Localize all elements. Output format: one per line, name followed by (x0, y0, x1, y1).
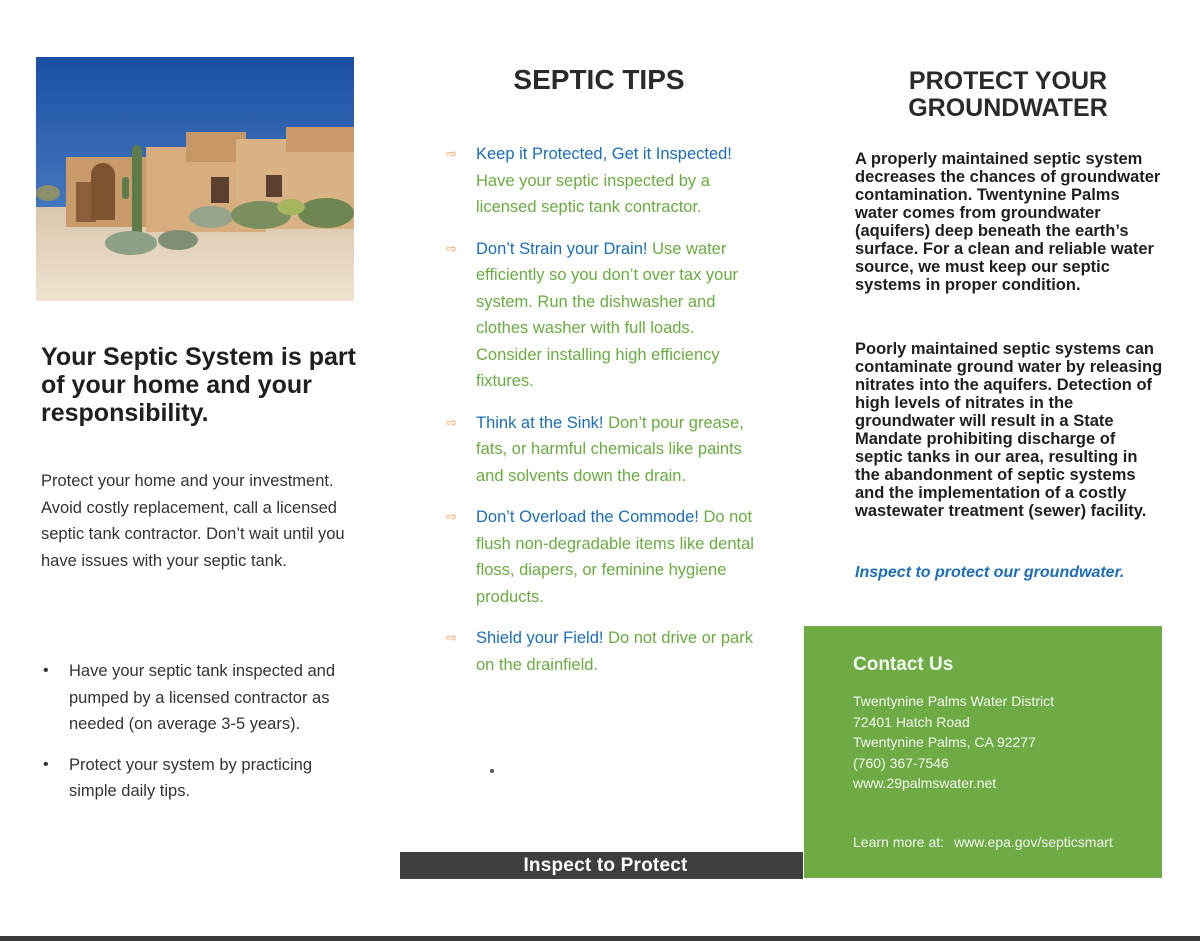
house-photo (36, 57, 354, 301)
contact-details (853, 691, 1054, 794)
tip-lead: Think at the Sink! (476, 413, 604, 432)
tip-item (446, 625, 756, 678)
groundwater-cta: Inspect to protect our groundwater. (855, 564, 1125, 581)
list-item (41, 752, 361, 805)
tip-lead: Shield your Field! (476, 629, 604, 647)
inspect-banner (400, 852, 803, 879)
scan-speck (490, 769, 494, 773)
tip-lead: Don’t Strain your Drain! (476, 239, 648, 258)
learn-more-label: Learn more at: (853, 834, 945, 850)
arrow-right-icon: ⇨ (446, 240, 457, 256)
arrow-right-icon: ⇨ (446, 630, 457, 645)
groundwater-paragraph-2: Poorly maintained septic systems can contaminate ground water by releasing nitrates into the aquifers. Detection of high levels of nitrates in the groundwater will result in a State Mandate prohibiting discharge of septic tanks in our area, resulting in the abandonment of septic systems and the implementation of a costly wastewater treatment (sewer) facility. (855, 340, 1163, 520)
tip-item (446, 504, 756, 610)
tip-body: Have your septic inspected by a licensed septic tank contractor. (476, 171, 710, 216)
contact-website-link[interactable]: www.29palmswater.net (853, 775, 997, 791)
groundwater-title: PROTECT YOUR GROUNDWATER (908, 67, 1108, 122)
left-intro-paragraph: Protect your home and your investment. Avoid costly replacement, call a licensed septic tank contractor. Don’t wait until you have issues with your septic tank. (41, 472, 345, 570)
tip-body: Do not flush non-degradable items like dental floss, diapers, or feminine hygiene products. (476, 508, 754, 606)
bottom-border (0, 936, 1200, 941)
arrow-right-icon: ⇨ (446, 146, 457, 161)
septic-tips-title: SEPTIC TIPS (513, 64, 685, 95)
left-heading: Your Septic System is part of your home and your responsibility. (41, 343, 356, 427)
bullet-text: Protect your system by practicing simple daily tips. (69, 755, 313, 800)
tip-lead: Don’t Overload the Commode! (476, 508, 699, 526)
list-item (41, 658, 361, 738)
bullet-text: Have your septic tank inspected and pumped by a licensed contractor as needed (on average 3-5 years). (69, 662, 335, 733)
left-bullet-list (41, 658, 361, 819)
bullet-icon: • (43, 755, 49, 773)
tip-body: Use water efficiently so you don’t over tax your system. Run the dishwasher and clothes washer with full loads. Consider installing high efficiency fixtures. (476, 239, 739, 390)
contact-city: Twentynine Palms, CA 92277 (853, 734, 1036, 750)
contact-title: Contact Us (853, 654, 954, 675)
tip-item (446, 141, 756, 221)
bullet-icon: • (43, 662, 49, 679)
arrow-right-icon: ⇨ (446, 414, 457, 430)
arrow-right-icon: ⇨ (446, 509, 457, 524)
banner-label: Inspect to Protect (523, 855, 688, 876)
epa-link[interactable]: www.epa.gov/septicsmart (954, 834, 1113, 850)
tip-lead: Keep it Protected, Get it Inspected! (476, 145, 732, 163)
tip-body: Don’t pour grease, fats, or harmful chemicals like paints and solvents down the drain. (476, 413, 744, 485)
tip-item (446, 236, 756, 395)
contact-box (804, 626, 1162, 878)
contact-org: Twentynine Palms Water District (853, 693, 1054, 709)
tip-body: Do not drive or park on the drainfield. (476, 629, 753, 674)
tips-list (446, 141, 756, 693)
tip-item (446, 410, 756, 490)
contact-phone[interactable]: (760) 367-7546 (853, 754, 949, 771)
groundwater-paragraph-1: A properly maintained septic system decreases the chances of groundwater contamination. Twentynine Palms water comes from groundwater (aquifers) deep beneath the earth’s surface. For a clean and reliable water source, we must keep our septic systems in proper condition. (855, 150, 1161, 294)
learn-more-line (853, 834, 1113, 850)
contact-street: 72401 Hatch Road (853, 713, 970, 730)
